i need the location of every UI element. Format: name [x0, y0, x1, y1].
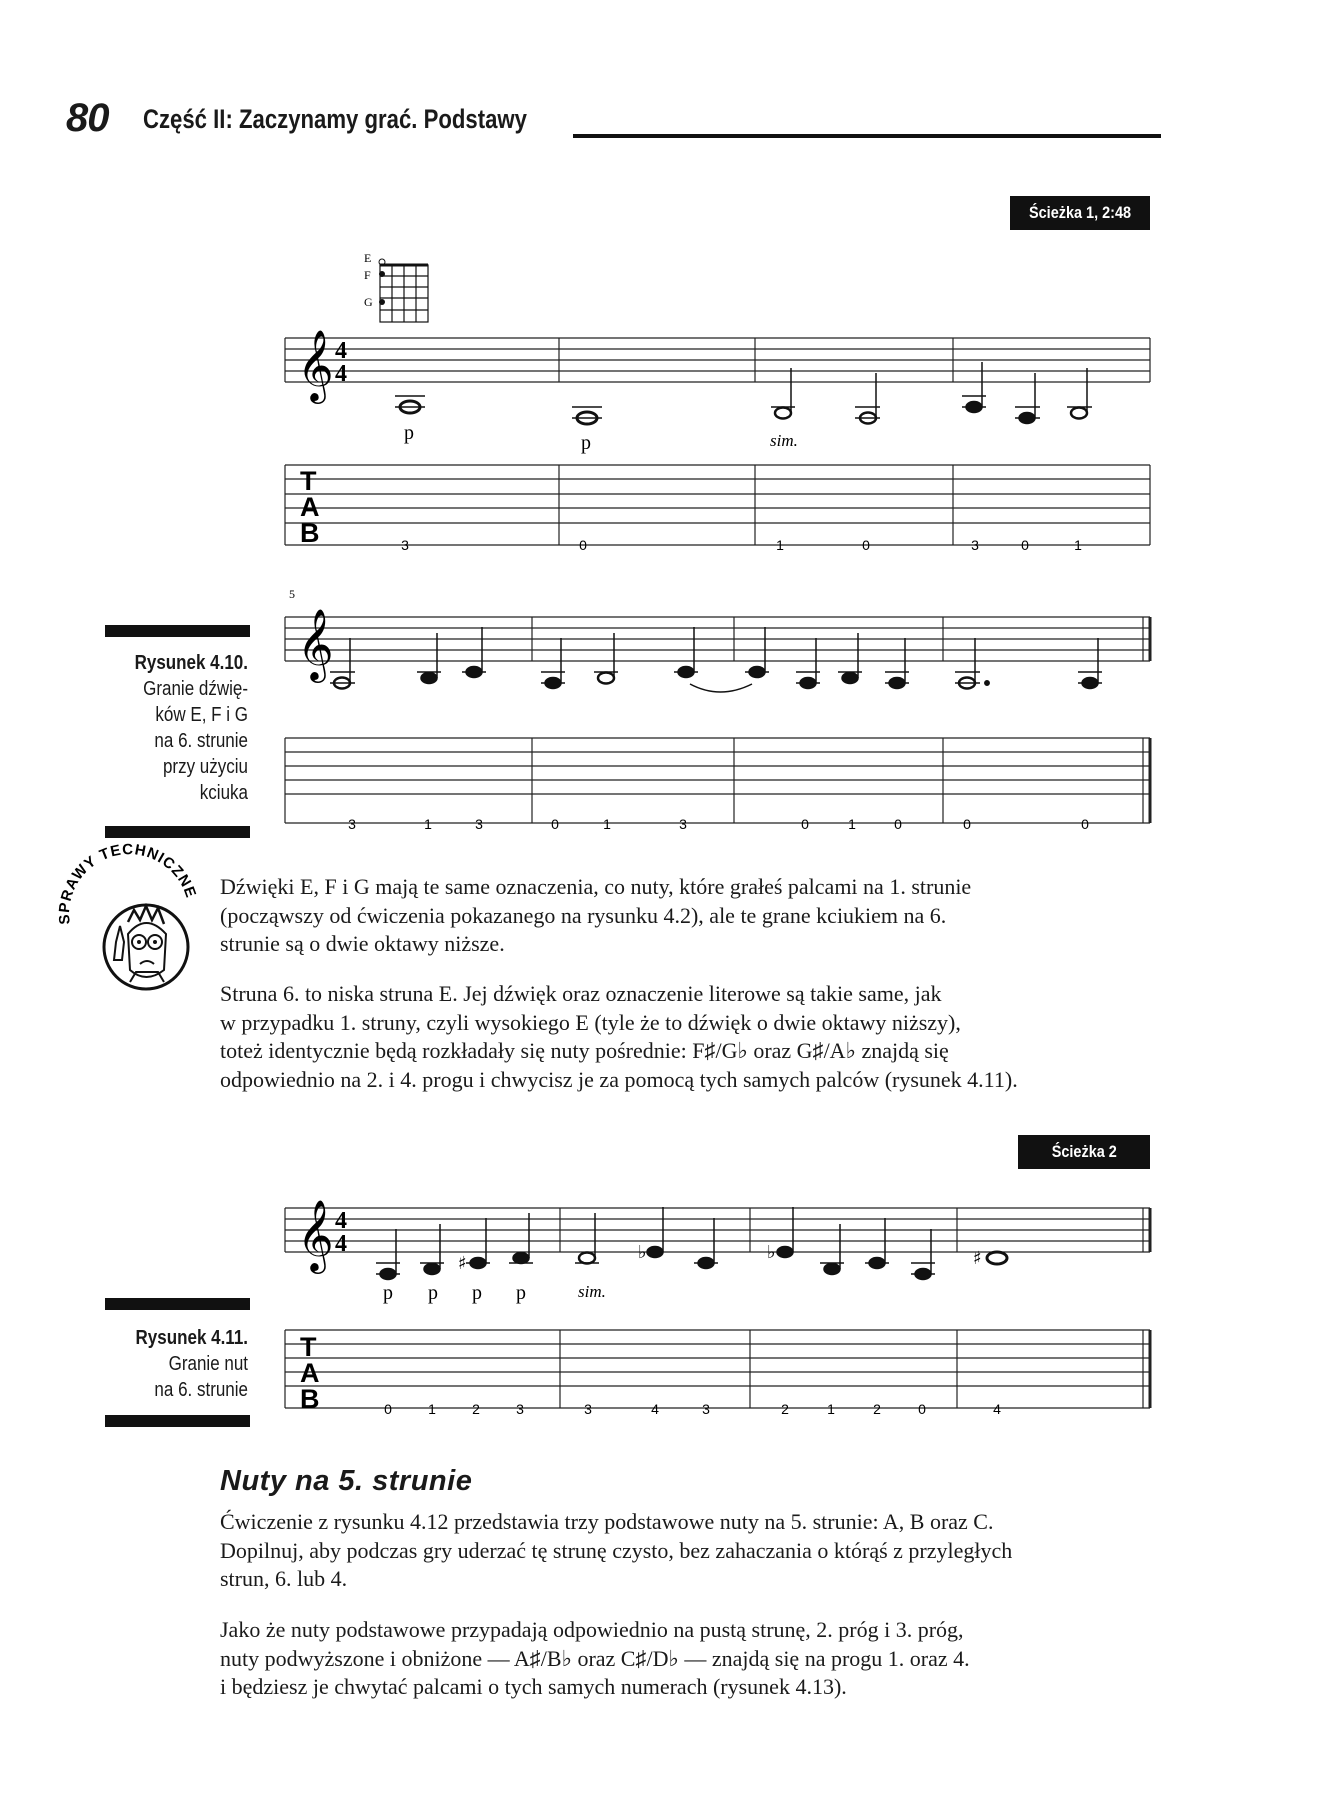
chord-label-f: F	[364, 268, 371, 282]
time-sig-bottom: 4	[335, 361, 347, 387]
staff-2-lines	[285, 617, 1150, 661]
tab-number: 4	[651, 1401, 659, 1417]
tab-label-a: A	[300, 492, 320, 522]
tab-1-lines	[285, 465, 1150, 545]
pick-mark: p	[428, 1282, 438, 1304]
tab-number: 3	[679, 816, 687, 832]
tab-number: 3	[348, 816, 356, 832]
paragraph-1	[220, 873, 1180, 959]
tab-number: 1	[848, 816, 856, 832]
caption-line: przy użyciu	[162, 756, 248, 778]
technical-stuff-icon	[48, 842, 200, 992]
text-line: strunie są o dwie oktawy niższe.	[220, 931, 505, 956]
caption-bar-bottom	[105, 826, 250, 838]
figure-4-11-caption	[60, 1325, 248, 1403]
tab-number: 0	[551, 816, 559, 832]
tab-number: 2	[873, 1401, 881, 1417]
pick-mark: p	[472, 1282, 482, 1304]
tab-number: 1	[424, 816, 432, 832]
tab-2-numbers	[348, 816, 1089, 832]
pick-marks	[383, 1282, 526, 1304]
tab-3-numbers	[384, 1401, 1001, 1417]
tab-label-b: B	[300, 518, 320, 548]
section-heading: Nuty na 5. strunie	[220, 1465, 473, 1497]
tab-number: 1	[603, 816, 611, 832]
chord-label-g: G	[364, 295, 373, 309]
sharp-icon: ♯	[458, 1253, 467, 1274]
flat-icon: ♭	[638, 1242, 647, 1263]
tab-number: 0	[801, 816, 809, 832]
text-line: Dźwięki E, F i G mają te same oznaczenia, co nuty, które grałeś palcami na 1. strunie	[220, 874, 972, 899]
tab-number: 1	[428, 1401, 436, 1417]
time-sig-top: 4	[335, 338, 347, 364]
tab-number: 3	[516, 1401, 524, 1417]
tab-number: 0	[1021, 537, 1029, 553]
caption-line: na 6. strunie	[154, 1379, 248, 1401]
text-line: odpowiednio na 2. i 4. progu i chwycisz je za pomocą tych samych palców (rysunek 4.11).	[220, 1066, 1018, 1092]
tab-number: 0	[384, 1401, 392, 1417]
tab-number: 0	[918, 1401, 926, 1417]
tab-number: 0	[963, 816, 971, 832]
time-sig-top: 4	[335, 1208, 347, 1234]
tab-number: 1	[827, 1401, 835, 1417]
sim-mark: sim.	[770, 431, 798, 450]
caption-line: na 6. strunie	[154, 730, 248, 752]
tab-number: 0	[894, 816, 902, 832]
text-line: w przypadku 1. struny, czyli wysokiego E (tyle że to dźwięk o dwie oktawy niższy),	[220, 1009, 961, 1035]
text-line: Jako że nuty podstawowe przypadają odpowiednio na pustą strunę, 2. próg i 3. próg,	[220, 1617, 964, 1642]
tab-label-t: T	[300, 1332, 317, 1362]
tab-number: 3	[584, 1401, 592, 1417]
tab-number: 4	[993, 1401, 1001, 1417]
pick-mark: p	[383, 1282, 393, 1304]
accidentals	[458, 1242, 982, 1274]
tab-number: 2	[781, 1401, 789, 1417]
text-line: i będziesz je chwytać palcami o tych samych numerach (rysunek 4.13).	[220, 1674, 847, 1699]
tab-label-t: T	[300, 466, 317, 496]
sim-mark: sim.	[578, 1282, 606, 1301]
caption-bar-bottom	[105, 1415, 250, 1427]
measure-number: 5	[289, 587, 295, 601]
tab-label-a: A	[300, 1358, 320, 1388]
caption-line: kciuka	[199, 782, 248, 804]
flat-icon: ♭	[767, 1242, 776, 1263]
tab-number: 1	[776, 537, 784, 553]
track-badge-2: Ścieżka 2	[1018, 1135, 1150, 1169]
caption-line: Granie nut	[168, 1353, 248, 1375]
pick-mark: p	[581, 432, 591, 454]
staff-1-lines	[285, 338, 1150, 382]
caption-bar-top	[105, 625, 250, 637]
header-rule	[573, 134, 1161, 138]
tab-number: 3	[475, 816, 483, 832]
text-line: nuty podwyższone i obniżone — A♯/B♭ oraz C♯/D♭ — znajdą się na progu 1. oraz 4.	[220, 1645, 970, 1671]
tab-number: 0	[1081, 816, 1089, 832]
text-line: Struna 6. to niska struna E. Jej dźwięk oraz oznaczenie literowe są takie same, jak	[220, 981, 942, 1006]
tab-label-b: B	[300, 1384, 320, 1414]
treble-clef-icon: 𝄞	[297, 328, 334, 401]
text-line: toteż identycznie będą rozkładały się nuty pośrednie: F♯/G♭ oraz G♯/A♭ znajdą się	[220, 1038, 949, 1063]
caption-line: ków E, F i G	[155, 704, 248, 726]
treble-clef-icon: 𝄞	[297, 1198, 334, 1271]
section-paragraph-2	[220, 1616, 1180, 1702]
figure-4-10-caption	[60, 650, 248, 806]
paragraph-2	[220, 980, 1180, 1094]
tab-3-lines	[285, 1330, 1150, 1408]
tech-icon-label: SPRAWY TECHNICZNE	[55, 842, 200, 926]
tab-number: 3	[401, 537, 409, 553]
staff-3-lines	[285, 1208, 1150, 1252]
tab-number: 3	[702, 1401, 710, 1417]
tab-number: 3	[971, 537, 979, 553]
caption-title: Rysunek 4.11.	[135, 1327, 248, 1349]
tab-number: 0	[862, 537, 870, 553]
text-line: strun, 6. lub 4.	[220, 1566, 348, 1591]
caption-line: Granie dźwię-	[143, 678, 248, 700]
pick-mark: p	[404, 422, 414, 444]
treble-clef-icon: 𝄞	[297, 607, 334, 680]
section-paragraph-1	[220, 1508, 1180, 1594]
text-line: Dopilnuj, aby podczas gry uderzać tę strunę czysto, bez zahaczania o którąś z przyległych	[220, 1537, 1013, 1563]
chord-label-e: E	[364, 251, 372, 265]
text-line: Ćwiczenie z rysunku 4.12 przedstawia trzy podstawowe nuty na 5. strunie: A, B oraz C.	[220, 1509, 994, 1534]
tab-number: 0	[579, 537, 587, 553]
staff-2-notes	[330, 627, 1102, 692]
pick-mark: p	[516, 1282, 526, 1304]
caption-bar-top	[105, 1298, 250, 1310]
page-header-title: Część II: Zaczynamy grać. Podstawy	[143, 104, 527, 134]
caption-title: Rysunek 4.10.	[134, 652, 248, 674]
sharp-icon: ♯	[973, 1248, 982, 1269]
tab-number: 2	[472, 1401, 480, 1417]
staff-3-notes	[376, 1207, 1007, 1280]
time-sig-bottom: 4	[335, 1231, 347, 1257]
tab-2-lines	[285, 738, 1150, 823]
tab-number: 1	[1074, 537, 1082, 553]
text-line: (począwszy od ćwiczenia pokazanego na rysunku 4.2), ale te grane kciukiem na 6.	[220, 902, 947, 928]
track-badge-1: Ścieżka 1, 2:48	[1010, 196, 1150, 230]
page-number: 80	[66, 96, 109, 140]
chord-diagram	[380, 265, 428, 322]
